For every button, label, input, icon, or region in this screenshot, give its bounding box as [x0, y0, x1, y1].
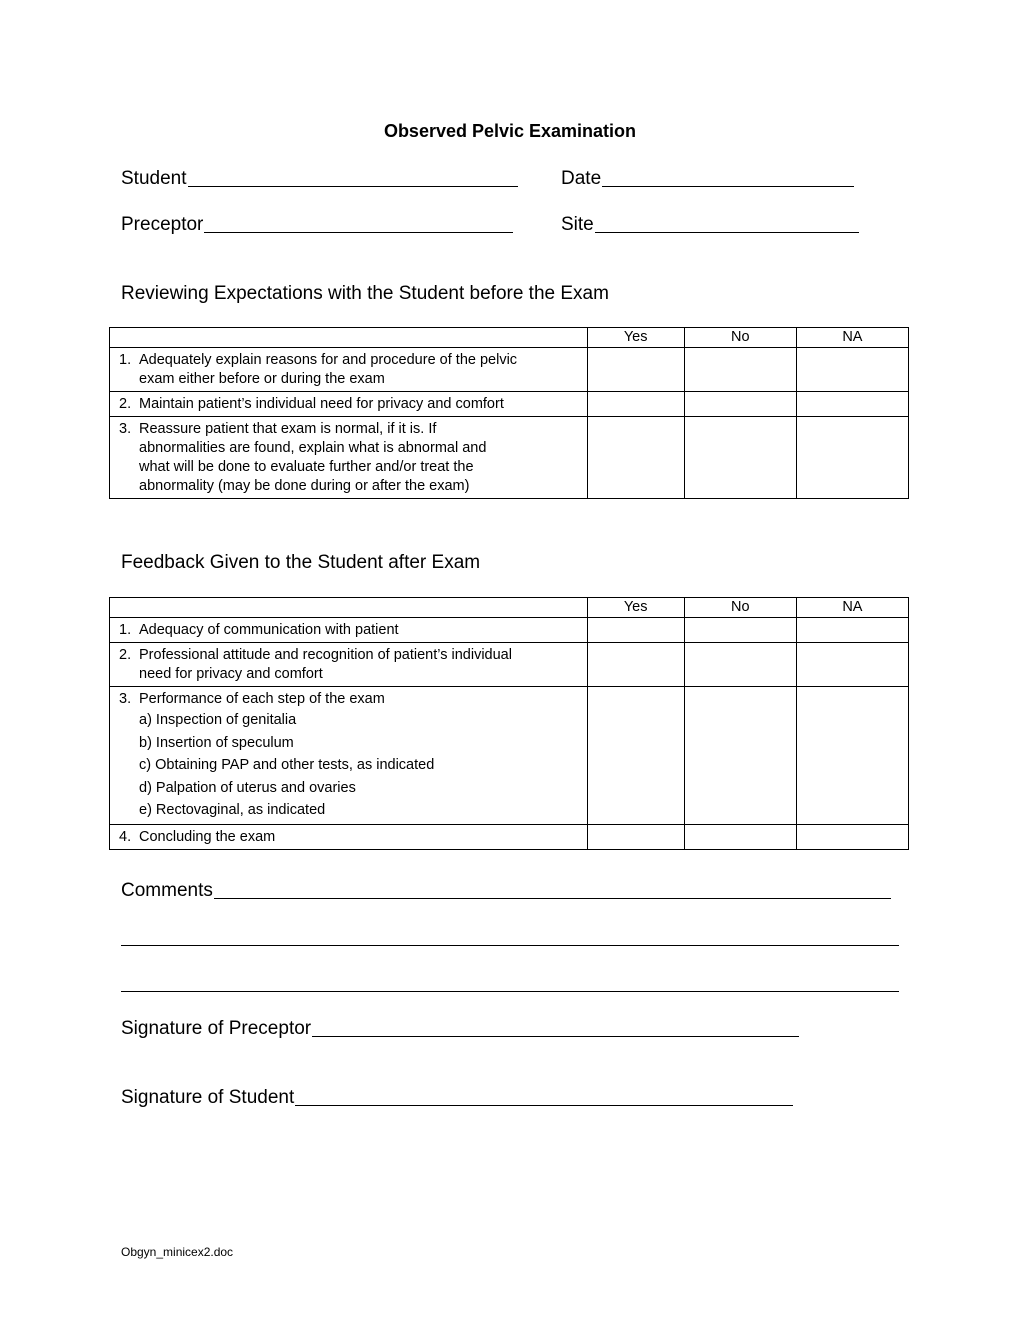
- na-cell[interactable]: [796, 643, 908, 687]
- document-filename: Obgyn_minicex2.doc: [121, 1245, 234, 1259]
- na-cell[interactable]: [796, 618, 908, 643]
- site-line[interactable]: [595, 232, 859, 233]
- no-cell[interactable]: [684, 417, 796, 499]
- yes-cell[interactable]: [587, 618, 684, 643]
- na-cell[interactable]: [796, 687, 908, 825]
- date-line[interactable]: [602, 186, 854, 187]
- item-text: 1. Adequacy of communication with patient: [110, 618, 588, 643]
- na-cell[interactable]: [796, 824, 908, 849]
- table-header-row: [110, 328, 909, 348]
- sub-item: d) Palpation of uterus and ovaries: [139, 779, 356, 796]
- preceptor-label: Preceptor: [121, 214, 204, 235]
- yes-cell[interactable]: [587, 417, 684, 499]
- table-row: [110, 417, 909, 499]
- yes-cell[interactable]: [587, 392, 684, 417]
- no-cell[interactable]: [684, 687, 796, 825]
- table-row: [110, 392, 909, 417]
- preceptor-line[interactable]: [204, 232, 513, 233]
- column-header-na: NA: [796, 328, 908, 348]
- site-field[interactable]: [561, 214, 859, 236]
- item-text: 3. Reassure patient that exam is normal, if it is. If abnormalities are found, explain what is abnormal and what will be done to evaluate further and/or treat the abnormality (may be done during or after the exam): [110, 417, 588, 499]
- item-text: 3. Performance of each step of the exam a) Inspection of genitalia b) Insertion of speculum c) Obtaining PAP and other tests, as indicated d) Palpation of uterus and ovaries e) Rectovaginal, as indicated: [110, 687, 588, 825]
- student-signature-label: Signature of Student: [121, 1087, 295, 1108]
- item-text: 2. Maintain patient’s individual need for privacy and comfort: [110, 392, 588, 417]
- item-text: 1. Adequately explain reasons for and procedure of the pelvic exam either before or during the exam: [110, 348, 588, 392]
- section2-heading: Feedback Given to the Student after Exam: [121, 552, 481, 573]
- table-row: [110, 643, 909, 687]
- na-cell[interactable]: [796, 417, 908, 499]
- yes-cell[interactable]: [587, 348, 684, 392]
- item-text: 4. Concluding the exam: [110, 824, 588, 849]
- table-row: [110, 824, 909, 849]
- date-field[interactable]: [561, 168, 854, 190]
- column-header-na: NA: [796, 598, 908, 618]
- student-signature-line[interactable]: [295, 1105, 793, 1106]
- sub-item: b) Insertion of speculum: [139, 734, 294, 751]
- student-signature-field[interactable]: [121, 1087, 793, 1109]
- column-header-no: No: [684, 328, 796, 348]
- yes-cell[interactable]: [587, 824, 684, 849]
- no-cell[interactable]: [684, 348, 796, 392]
- preceptor-signature-field[interactable]: [121, 1018, 799, 1040]
- preceptor-signature-label: Signature of Preceptor: [121, 1018, 312, 1039]
- item-text: 2. Professional attitude and recognition of patient’s individual need for privacy and comfort: [110, 643, 588, 687]
- no-cell[interactable]: [684, 643, 796, 687]
- column-header-yes: Yes: [587, 328, 684, 348]
- student-field[interactable]: [121, 168, 518, 190]
- preceptor-field[interactable]: [121, 214, 513, 236]
- comments-field[interactable]: [121, 880, 891, 902]
- comments-line-3[interactable]: [121, 991, 899, 992]
- no-cell[interactable]: [684, 618, 796, 643]
- table-row: [110, 348, 909, 392]
- table-row: [110, 618, 909, 643]
- site-label: Site: [561, 214, 594, 235]
- section1-heading: Reviewing Expectations with the Student before the Exam: [121, 283, 609, 304]
- student-line[interactable]: [188, 186, 518, 187]
- na-cell[interactable]: [796, 348, 908, 392]
- yes-cell[interactable]: [587, 687, 684, 825]
- page-title: Observed Pelvic Examination: [383, 121, 637, 141]
- comments-label: Comments: [121, 880, 213, 901]
- comments-line[interactable]: [214, 898, 891, 899]
- date-label: Date: [561, 168, 602, 189]
- column-header-no: No: [684, 598, 796, 618]
- yes-cell[interactable]: [587, 643, 684, 687]
- sub-item: e) Rectovaginal, as indicated: [139, 802, 326, 818]
- expectations-table: [109, 327, 909, 499]
- table-header-row: [110, 598, 909, 618]
- student-label: Student: [121, 168, 187, 189]
- no-cell[interactable]: [684, 824, 796, 849]
- na-cell[interactable]: [796, 392, 908, 417]
- column-header-yes: Yes: [587, 598, 684, 618]
- feedback-table: [109, 597, 909, 850]
- comments-line-2[interactable]: [121, 945, 899, 946]
- no-cell[interactable]: [684, 392, 796, 417]
- preceptor-signature-line[interactable]: [312, 1036, 799, 1037]
- sub-item: a) Inspection of genitalia: [139, 712, 297, 728]
- table-row: [110, 687, 909, 825]
- sub-item: c) Obtaining PAP and other tests, as indicated: [139, 757, 435, 773]
